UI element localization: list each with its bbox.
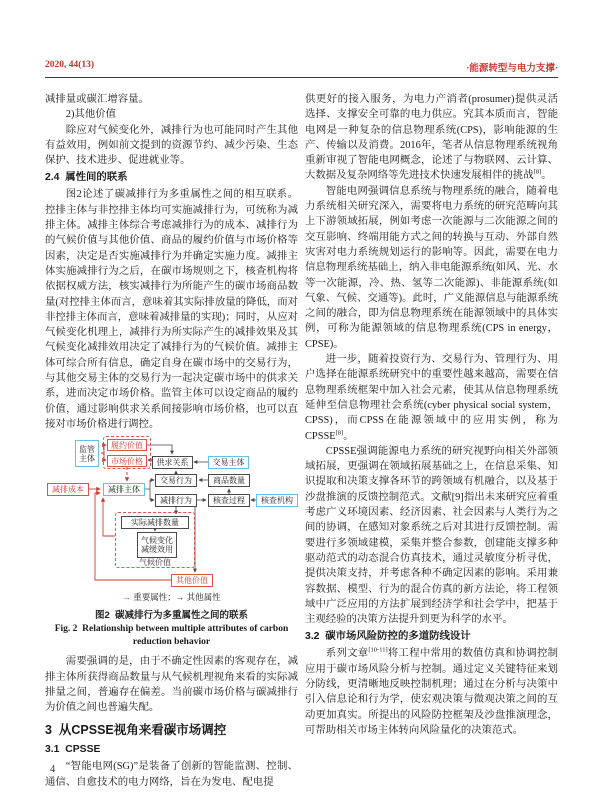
figure-legend <box>45 591 298 603</box>
node-reduction-entity: 减排主体 <box>103 483 145 496</box>
node-compliance-value: 履约价值 <box>107 439 147 451</box>
header-rule <box>45 77 558 78</box>
node-regulator: 监管主体 <box>75 440 99 467</box>
paragraph-fusion: 智能电网强调信息系统与物理系统的融合，随着电力系统相关研究深入，需要将电力系统的研究范畴向其上下游领域拓展，例如考虑一次能源与二次能源之间的交互影响、终端用能方式之间的转换与互动、外部自然灾害对电力系统规划运行的影响等。因此，需要在电力信息物理系统基础上，纳入非电能源系统(如风、光、水等一次能源，冷、热、氢等二次能源)、非能源系统(如气象、气候、交通等)。此时，广义能源信息与能源系统之间的融合，即为信息物理系统在能源领域中的具体实例，可称为能源领域的信息物理系统(CPS in energy，CPSE)。 <box>305 185 558 350</box>
legend-other-label: 其他属性 <box>186 592 221 603</box>
paragraph-smart-grid: “智能电网(SG)”是装备了创新的智能监测、控制、通信、自愈技术的电力网络，旨在为发电、配电提 <box>45 761 298 788</box>
paragraph-cpss-tail: 。 <box>343 430 354 442</box>
list-item-other-value: 2)其他价值 <box>65 109 117 121</box>
paragraph-defense-text: 将工程中常用的数值仿真和协调控制应用于碳市场风险分析与控制。通过定义关键特征来划分防线，更清晰地反映控制机理；通过在分析与决策中引入信息论和行为学，使宏观决策与微观决策之间的互动更加真实。所提出的风险防控框架及沙盘推演理念，可帮助相关市场主体转向风险量化的决策范式。 <box>305 648 559 736</box>
page-header <box>45 60 558 74</box>
legend-important-label: 重要属性 <box>133 592 168 603</box>
node-reduction-cost: 减排成本 <box>47 483 89 496</box>
node-verification-process: 核查过程 <box>208 494 250 507</box>
issue-label: 2020, 44(13) <box>45 60 95 70</box>
figure-2 <box>45 436 298 648</box>
node-trading-behavior: 交易行为 <box>155 474 197 487</box>
node-commodity-quantity: 商品数量 <box>208 474 250 487</box>
node-market-price: 市场价格 <box>107 455 147 467</box>
paragraph-defense <box>305 646 558 738</box>
heading-3-2: 3.2 碳市场风险防控的多道防线设计 <box>305 631 471 643</box>
paragraph-emphasis: 需要强调的是，由于不确定性因素的客观存在，减排主体所获得商品数量与从气候机理视角来看的实际减排量之间，普遍存在偏差。当前碳市场价格与碳减排行为价值之间也普遍失配。 <box>45 656 298 714</box>
paragraph-other-value: 除应对气候变化外，减排行为也可能同时产生其他有益效用，例如前文提到的资源节约、减少污染、生态保护、技术进步、促进就业等。 <box>45 124 298 167</box>
column-title: ·能源转型与电力支撑· <box>466 64 558 74</box>
heading-section-3: 3 从CPSSE视角来看碳市场调控 <box>45 723 227 738</box>
paragraph-access <box>305 92 558 184</box>
heading-3-1: 3.1 CPSSE <box>45 744 101 756</box>
paragraph-access-text: 供更好的接入服务，为电力产消者(prosumer)提供灵活选择、支撑安全可靠的电力供应。究其本质而言，智能电网是一种复杂的信息物理系统(CPS)，影响能源的生产、传输以及消费。2016年，笔者从信息物理系统视角重新审视了智能电网概念，论述了与物联网、云计算、大数据及复杂网络等先进技术快速发展相伴的挑战 <box>305 94 558 182</box>
node-supply-demand: 供求关系 <box>152 456 193 469</box>
node-reduction-behavior: 减排行为 <box>155 494 197 507</box>
legend-separator: ； <box>167 592 176 603</box>
right-column <box>305 92 558 738</box>
figure-caption-zh: 图2 碳减排行为多重属性之间的联系 <box>94 610 249 622</box>
paragraph-cpsse: CPSSE强调能源电力系统的研究视野向相关外部领域拓展，更强调在领域拓展基础之上，在信息采集、知识提取和决策支撑各环节的跨领域有机融合，以及基于沙盘推演的反馈控制范式。文献[9]指出未来研究应着重考虑广义环境因素、经济因素、社会因素与人类行为之间的协调，在感知对象系统之后对其进行反馈控制。需要进行多领域建模，采集并整合参数，创建能支撑多种驱动范式的动态混合仿真技术，通过灵敏度分析寻优，提供决策支持，并考虑各种不确定因素的影响。采用兼容数据、模型、行为的混合仿真的新方法论，将工程领域中广泛应用的方法扩展到经济学和社会学中，把基于主观经验的决策方法提升到更为科学的水平。 <box>305 445 558 626</box>
paragraph-cpss <box>305 352 558 444</box>
citation-8b: [8] <box>335 429 344 437</box>
node-verification-agency: 核查机构 <box>256 494 298 507</box>
left-column <box>45 92 298 790</box>
red-arrow-icon: → <box>122 592 131 603</box>
paragraph-cpss-text: 进一步，随着投资行为、交易行为、管理行为、用户选择在能源系统研究中的重要性越来越高，需要在信息物理系统框架中加入社会元素，使其从信息物理系统延伸至信息物理社会系统(cyber physical social system，CPSS)，而CPSS在能源领域中的应用实例，称为CPSSE <box>305 354 558 442</box>
heading-2-4: 2.4 属性间的联系 <box>45 172 128 184</box>
figure-caption-en: Fig. 2 Relationship between multiple attributes of carbon reduction behavior <box>54 624 289 647</box>
label-climate-value: 气候价值 <box>139 558 171 568</box>
page-number: 4 <box>50 764 56 775</box>
flowchart-canvas <box>45 436 301 588</box>
paragraph-defense-head: 系列文章 <box>325 648 369 660</box>
paragraph-carryover: 减排量或碳汇增容量。 <box>45 94 149 105</box>
citation-10-11: [10-11] <box>368 646 388 654</box>
paragraph-figure2-links: 图2论述了碳减排行为多重属性之间的相互联系。控排主体与非控排主体均可实施减排行为，可统称为减排主体。减排主体综合考虑减排行为的成本、减排行为的气候价值与其他价值、商品的履约价值与市场价格等因素，决定是否实施减排行为并确定实施力度。减排主体实施减排行为之后，在碳市场规则之下，核查机构将依据权威方法，核实减排行为所能产生的碳市场商品数量(对控排主体而言，意味着其实际排放量的降低，而对非控排主体而言，意味着减排量的实现)；同时，从应对气候变化机理上，减排行为所实际产生的减排效果及其气候变化减排效用决定了减排行为的气候价值。减排主体可综合所有信息，确定自身在碳市场中的交易行为，与其他交易主体的交易行为一起决定碳市场中的供求关系，进而决定市场价格。监管主体可以设定商品的履约价值，通过影响供求关系间接影响市场价格，也可以直接对市场价格进行调控。 <box>45 189 298 430</box>
black-arrow-icon: → <box>175 592 185 603</box>
node-climate-mitigation: 气候变化减缓效用 <box>137 532 177 558</box>
node-other-value: 其他价值 <box>171 574 213 587</box>
citation-8a: [8] <box>533 169 542 177</box>
node-trading-entity: 交易主体 <box>208 456 249 469</box>
node-actual-reduction: 实际减排数量 <box>121 516 189 529</box>
paragraph-access-tail: 。 <box>541 170 552 182</box>
